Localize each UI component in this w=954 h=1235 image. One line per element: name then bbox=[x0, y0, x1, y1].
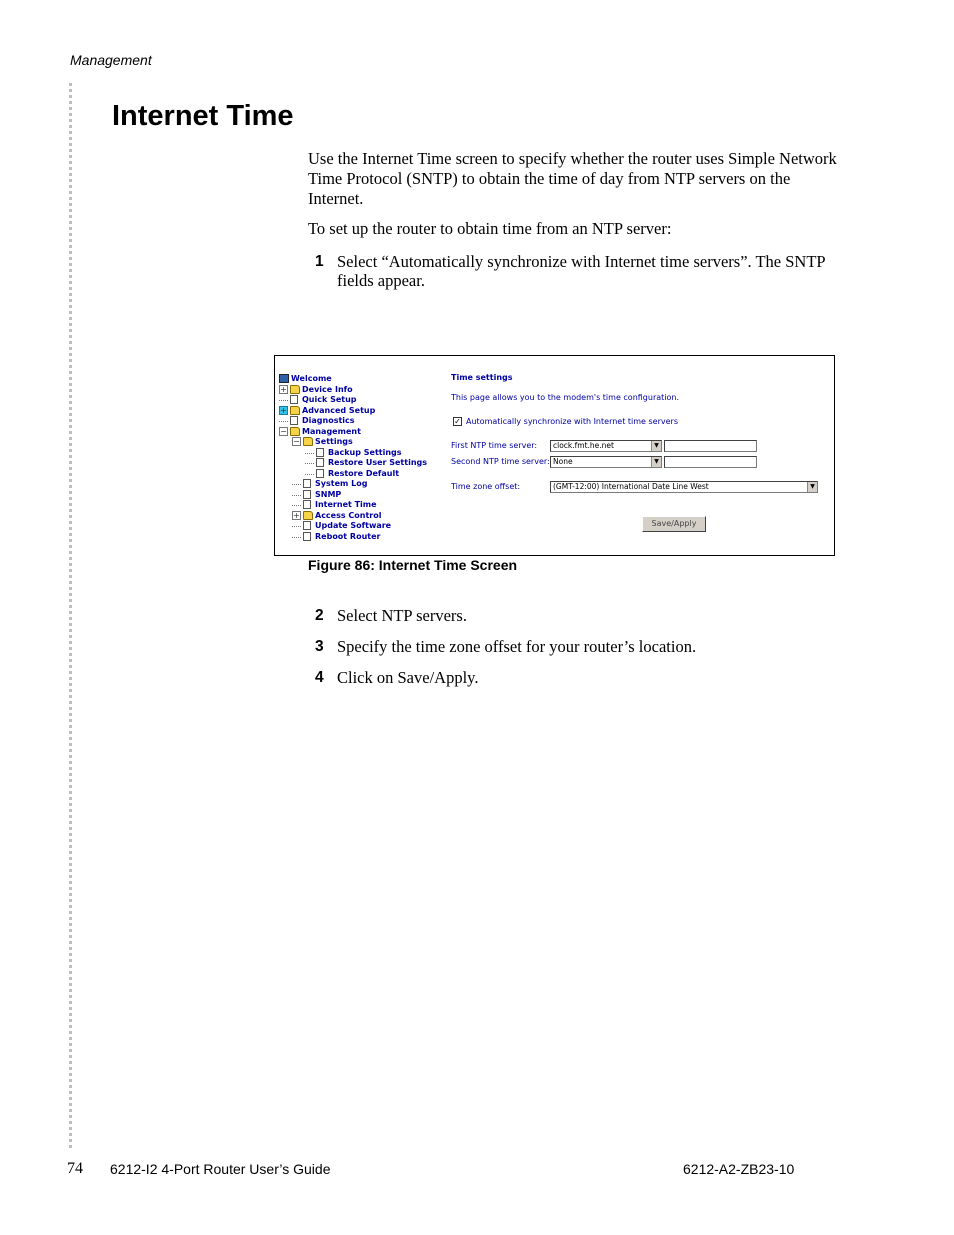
time-zone-label: Time zone offset: bbox=[451, 482, 521, 491]
document-icon bbox=[303, 500, 311, 509]
step-text: Select NTP servers. bbox=[337, 606, 467, 625]
tree-item-restore-default[interactable]: Restore Default bbox=[305, 468, 399, 479]
time-settings-description: This page allows you to the modem's time configuration. bbox=[451, 393, 680, 402]
expand-icon[interactable]: + bbox=[280, 384, 287, 394]
figure-caption: Figure 86: Internet Time Screen bbox=[308, 557, 518, 573]
tree-item-snmp[interactable]: SNMP bbox=[292, 489, 341, 500]
step-text: Click on Save/Apply. bbox=[337, 668, 479, 687]
tree-item-diagnostics[interactable]: Diagnostics bbox=[279, 415, 355, 426]
step-text: Specify the time zone offset for your router’s location. bbox=[337, 637, 697, 656]
tree-item-management[interactable]: − Management bbox=[280, 426, 361, 436]
step-2 bbox=[308, 606, 848, 625]
document-icon bbox=[303, 532, 311, 541]
chevron-down-icon: ▼ bbox=[651, 457, 661, 467]
second-ntp-other-input[interactable] bbox=[664, 456, 757, 468]
guide-title: 6212-I2 4-Port Router User’s Guide bbox=[110, 1161, 331, 1177]
folder-icon bbox=[290, 406, 300, 415]
first-ntp-label: First NTP time server: bbox=[451, 441, 538, 450]
page-number: 74 bbox=[67, 1160, 83, 1177]
chevron-down-icon: ▼ bbox=[651, 441, 661, 451]
tree-item-welcome[interactable]: Welcome bbox=[279, 373, 332, 384]
expand-icon[interactable]: + bbox=[280, 405, 287, 415]
folder-open-icon bbox=[290, 427, 300, 436]
document-icon bbox=[316, 458, 324, 467]
tree-item-backup-settings[interactable]: Backup Settings bbox=[305, 447, 402, 458]
expand-icon[interactable]: + bbox=[293, 510, 300, 520]
tree-item-device-info[interactable]: + Device Info bbox=[280, 384, 353, 394]
first-ntp-other-input[interactable] bbox=[664, 440, 757, 452]
folder-open-icon bbox=[303, 437, 313, 446]
time-zone-select[interactable]: (GMT-12:00) International Date Line West ▼ bbox=[550, 481, 818, 493]
tree-item-restore-user-settings[interactable]: Restore User Settings bbox=[305, 457, 427, 468]
document-icon bbox=[290, 395, 298, 404]
document-icon bbox=[316, 448, 324, 457]
collapse-icon[interactable]: − bbox=[293, 437, 300, 446]
step-number: 2 bbox=[315, 607, 324, 624]
step-text: Select “Automatically synchronize with Internet time servers”. The SNTP fields appear. bbox=[337, 252, 825, 290]
chevron-down-icon: ▼ bbox=[807, 482, 817, 492]
tree-item-internet-time[interactable]: Internet Time bbox=[292, 499, 377, 510]
time-settings-heading: Time settings bbox=[451, 373, 513, 382]
tree-item-access-control[interactable]: + Access Control bbox=[293, 510, 382, 520]
second-ntp-label: Second NTP time server: bbox=[451, 457, 550, 466]
collapse-icon[interactable]: − bbox=[280, 426, 287, 436]
internet-time-screenshot bbox=[274, 355, 835, 556]
intro-paragraph: Use the Internet Time screen to specify whether the router uses Simple Network Time Protocol (SNTP) to obtain the time of day from NTP servers on the Internet. bbox=[308, 149, 837, 208]
tree-item-settings[interactable]: − Settings bbox=[293, 437, 353, 446]
second-ntp-select[interactable]: None ▼ bbox=[550, 456, 662, 468]
tree-item-update-software[interactable]: Update Software bbox=[292, 520, 391, 531]
step-3 bbox=[308, 637, 848, 656]
folder-icon bbox=[303, 511, 313, 520]
margin-rule bbox=[69, 83, 72, 1148]
step-4 bbox=[308, 668, 848, 687]
monitor-icon bbox=[279, 374, 289, 383]
first-ntp-select[interactable]: clock.fmt.he.net ▼ bbox=[550, 440, 662, 452]
document-code: 6212-A2-ZB23-10 bbox=[683, 1161, 795, 1177]
folder-icon bbox=[290, 385, 300, 394]
auto-sync-checkbox[interactable]: ✓ bbox=[454, 417, 461, 426]
instructions-lead: To set up the router to obtain time from an NTP server: bbox=[308, 219, 672, 238]
step-1 bbox=[308, 252, 848, 290]
document-icon bbox=[290, 416, 298, 425]
document-icon bbox=[303, 521, 311, 530]
document-icon bbox=[303, 490, 311, 499]
tree-item-reboot-router[interactable]: Reboot Router bbox=[292, 531, 380, 542]
running-header: Management bbox=[70, 52, 152, 68]
save-apply-button[interactable]: Save/Apply bbox=[642, 516, 706, 532]
page-title: Internet Time bbox=[112, 100, 294, 132]
step-number: 3 bbox=[315, 638, 324, 655]
tree-item-advanced-setup[interactable]: + Advanced Setup bbox=[280, 405, 376, 415]
tree-item-quick-setup[interactable]: Quick Setup bbox=[279, 394, 357, 405]
tree-item-system-log[interactable]: System Log bbox=[292, 478, 367, 489]
auto-sync-label: Automatically synchronize with Internet time servers bbox=[466, 417, 678, 426]
document-icon bbox=[303, 479, 311, 488]
step-number: 1 bbox=[315, 253, 324, 270]
step-number: 4 bbox=[315, 669, 324, 686]
document-icon bbox=[316, 469, 324, 478]
